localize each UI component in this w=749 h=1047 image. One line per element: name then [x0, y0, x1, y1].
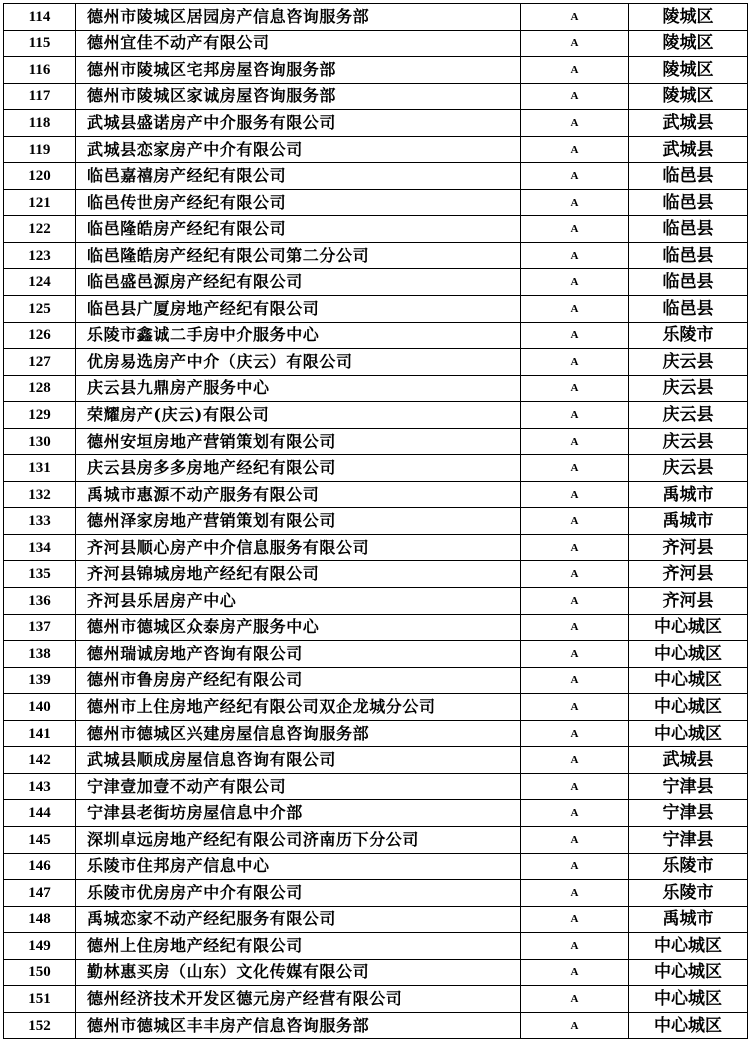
credit-grade: A: [521, 428, 629, 455]
company-name: 宁津县老街坊房屋信息中介部: [76, 800, 521, 827]
table-row: [4, 614, 748, 641]
company-name: 德州市德城区众泰房产服务中心: [76, 614, 521, 641]
table-row: [4, 481, 748, 508]
district-name: 庆云县: [629, 349, 748, 376]
table-row: [4, 83, 748, 110]
row-number: 152: [4, 1012, 76, 1039]
company-name: 武城县盛诺房产中介服务有限公司: [76, 110, 521, 137]
district-name: 庆云县: [629, 455, 748, 482]
district-name: 临邑县: [629, 269, 748, 296]
credit-grade: A: [521, 853, 629, 880]
table-row: [4, 375, 748, 402]
district-name: 禹城市: [629, 906, 748, 933]
district-name: 齐河县: [629, 534, 748, 561]
credit-grade: A: [521, 534, 629, 561]
company-name: 临邑盛邑源房产经纪有限公司: [76, 269, 521, 296]
company-name: 临邑传世房产经纪有限公司: [76, 189, 521, 216]
district-name: 宁津县: [629, 800, 748, 827]
row-number: 129: [4, 402, 76, 429]
credit-grade: A: [521, 375, 629, 402]
table-row: [4, 826, 748, 853]
credit-grade: A: [521, 481, 629, 508]
district-name: 中心城区: [629, 614, 748, 641]
credit-grade: A: [521, 296, 629, 323]
row-number: 124: [4, 269, 76, 296]
row-number: 138: [4, 641, 76, 668]
table-row: [4, 57, 748, 84]
district-name: 武城县: [629, 747, 748, 774]
company-name: 荣耀房产(庆云)有限公司: [76, 402, 521, 429]
row-number: 136: [4, 588, 76, 615]
district-name: 临邑县: [629, 296, 748, 323]
company-name: 齐河县锦城房地产经纪有限公司: [76, 561, 521, 588]
district-name: 宁津县: [629, 773, 748, 800]
credit-grade: A: [521, 269, 629, 296]
credit-grade: A: [521, 800, 629, 827]
district-name: 武城县: [629, 110, 748, 137]
table-row: [4, 1012, 748, 1039]
company-name: 德州市鲁房房产经纪有限公司: [76, 667, 521, 694]
credit-grade: A: [521, 773, 629, 800]
credit-grade: A: [521, 667, 629, 694]
table-row: [4, 986, 748, 1013]
row-number: 143: [4, 773, 76, 800]
credit-grade: A: [521, 30, 629, 57]
table-row: [4, 428, 748, 455]
district-name: 陵城区: [629, 4, 748, 31]
company-name: 德州泽家房地产营销策划有限公司: [76, 508, 521, 535]
row-number: 126: [4, 322, 76, 349]
row-number: 148: [4, 906, 76, 933]
table-row: [4, 588, 748, 615]
row-number: 115: [4, 30, 76, 57]
table-row: [4, 189, 748, 216]
credit-grade: A: [521, 136, 629, 163]
company-name: 德州市德城区兴建房屋信息咨询服务部: [76, 720, 521, 747]
row-number: 128: [4, 375, 76, 402]
row-number: 147: [4, 880, 76, 907]
district-name: 临邑县: [629, 216, 748, 243]
company-name: 禹城市惠源不动产服务有限公司: [76, 481, 521, 508]
district-name: 乐陵市: [629, 880, 748, 907]
district-name: 临邑县: [629, 189, 748, 216]
credit-grade: A: [521, 216, 629, 243]
table-row: [4, 773, 748, 800]
district-name: 中心城区: [629, 694, 748, 721]
row-number: 116: [4, 57, 76, 84]
row-number: 114: [4, 4, 76, 31]
district-name: 乐陵市: [629, 322, 748, 349]
table-row: [4, 906, 748, 933]
district-name: 中心城区: [629, 959, 748, 986]
company-name: 德州经济技术开发区德元房产经营有限公司: [76, 986, 521, 1013]
row-number: 137: [4, 614, 76, 641]
credit-grade: A: [521, 826, 629, 853]
district-name: 中心城区: [629, 933, 748, 960]
district-name: 齐河县: [629, 561, 748, 588]
district-name: 中心城区: [629, 667, 748, 694]
credit-grade: A: [521, 720, 629, 747]
company-name: 临邑县广厦房地产经纪有限公司: [76, 296, 521, 323]
company-name: 齐河县顺心房产中介信息服务有限公司: [76, 534, 521, 561]
table-row: [4, 667, 748, 694]
company-name: 深圳卓远房地产经纪有限公司济南历下分公司: [76, 826, 521, 853]
company-name: 乐陵市鑫诚二手房中介服务中心: [76, 322, 521, 349]
district-name: 庆云县: [629, 375, 748, 402]
company-name: 乐陵市住邦房产信息中心: [76, 853, 521, 880]
table-row: [4, 242, 748, 269]
table-row: [4, 30, 748, 57]
row-number: 150: [4, 959, 76, 986]
company-name: 武城县顺成房屋信息咨询有限公司: [76, 747, 521, 774]
district-name: 中心城区: [629, 1012, 748, 1039]
table-row: [4, 216, 748, 243]
credit-grade: A: [521, 4, 629, 31]
table-row: [4, 322, 748, 349]
table-row: [4, 136, 748, 163]
credit-grade: A: [521, 933, 629, 960]
company-name: 德州市陵城区家诚房屋咨询服务部: [76, 83, 521, 110]
credit-grade: A: [521, 880, 629, 907]
company-name: 临邑隆皓房产经纪有限公司: [76, 216, 521, 243]
company-name: 禹城恋家不动产经纪服务有限公司: [76, 906, 521, 933]
table-body: [4, 4, 748, 1039]
row-number: 125: [4, 296, 76, 323]
district-name: 中心城区: [629, 986, 748, 1013]
district-name: 乐陵市: [629, 853, 748, 880]
row-number: 149: [4, 933, 76, 960]
row-number: 119: [4, 136, 76, 163]
district-name: 陵城区: [629, 83, 748, 110]
credit-grade: A: [521, 455, 629, 482]
row-number: 139: [4, 667, 76, 694]
table-row: [4, 641, 748, 668]
credit-grade: A: [521, 57, 629, 84]
table-row: [4, 933, 748, 960]
table-row: [4, 534, 748, 561]
table-row: [4, 880, 748, 907]
company-name: 武城县恋家房产中介有限公司: [76, 136, 521, 163]
company-name: 德州安垣房地产营销策划有限公司: [76, 428, 521, 455]
table-row: [4, 296, 748, 323]
table-row: [4, 747, 748, 774]
district-name: 陵城区: [629, 57, 748, 84]
credit-grade: A: [521, 906, 629, 933]
table-row: [4, 402, 748, 429]
credit-grade: A: [521, 588, 629, 615]
table-row: [4, 110, 748, 137]
district-name: 宁津县: [629, 826, 748, 853]
row-number: 151: [4, 986, 76, 1013]
table-row: [4, 720, 748, 747]
table-row: [4, 959, 748, 986]
district-name: 中心城区: [629, 641, 748, 668]
credit-grade: A: [521, 747, 629, 774]
table-row: [4, 508, 748, 535]
company-name: 德州市德城区丰丰房产信息咨询服务部: [76, 1012, 521, 1039]
row-number: 142: [4, 747, 76, 774]
company-name: 宁津壹加壹不动产有限公司: [76, 773, 521, 800]
company-name: 德州市陵城区居园房产信息咨询服务部: [76, 4, 521, 31]
district-name: 临邑县: [629, 242, 748, 269]
agency-grade-table: [3, 3, 748, 1039]
company-name: 庆云县房多多房地产经纪有限公司: [76, 455, 521, 482]
row-number: 131: [4, 455, 76, 482]
row-number: 133: [4, 508, 76, 535]
row-number: 122: [4, 216, 76, 243]
company-name: 齐河县乐居房产中心: [76, 588, 521, 615]
row-number: 130: [4, 428, 76, 455]
company-name: 勤林惠买房（山东）文化传媒有限公司: [76, 959, 521, 986]
row-number: 140: [4, 694, 76, 721]
credit-grade: A: [521, 1012, 629, 1039]
table-row: [4, 694, 748, 721]
company-name: 德州瑞诚房地产咨询有限公司: [76, 641, 521, 668]
table-row: [4, 800, 748, 827]
district-name: 齐河县: [629, 588, 748, 615]
table-row: [4, 4, 748, 31]
row-number: 132: [4, 481, 76, 508]
row-number: 117: [4, 83, 76, 110]
company-name: 德州上住房地产经纪有限公司: [76, 933, 521, 960]
credit-grade: A: [521, 561, 629, 588]
district-name: 庆云县: [629, 402, 748, 429]
credit-grade: A: [521, 508, 629, 535]
district-name: 庆云县: [629, 428, 748, 455]
row-number: 120: [4, 163, 76, 190]
credit-grade: A: [521, 163, 629, 190]
credit-grade: A: [521, 959, 629, 986]
company-name: 临邑嘉禧房产经纪有限公司: [76, 163, 521, 190]
credit-grade: A: [521, 641, 629, 668]
credit-grade: A: [521, 986, 629, 1013]
district-name: 陵城区: [629, 30, 748, 57]
district-name: 中心城区: [629, 720, 748, 747]
credit-grade: A: [521, 322, 629, 349]
credit-grade: A: [521, 694, 629, 721]
company-name: 德州宜佳不动产有限公司: [76, 30, 521, 57]
credit-grade: A: [521, 614, 629, 641]
row-number: 144: [4, 800, 76, 827]
credit-grade: A: [521, 189, 629, 216]
company-name: 庆云县九鼎房产服务中心: [76, 375, 521, 402]
company-name: 乐陵市优房房产中介有限公司: [76, 880, 521, 907]
company-name: 优房易选房产中介（庆云）有限公司: [76, 349, 521, 376]
company-name: 德州市上住房地产经纪有限公司双企龙城分公司: [76, 694, 521, 721]
table-row: [4, 853, 748, 880]
table-row: [4, 269, 748, 296]
district-name: 禹城市: [629, 481, 748, 508]
row-number: 141: [4, 720, 76, 747]
credit-grade: A: [521, 402, 629, 429]
row-number: 127: [4, 349, 76, 376]
district-name: 禹城市: [629, 508, 748, 535]
row-number: 121: [4, 189, 76, 216]
table-row: [4, 163, 748, 190]
row-number: 146: [4, 853, 76, 880]
district-name: 武城县: [629, 136, 748, 163]
credit-grade: A: [521, 349, 629, 376]
row-number: 145: [4, 826, 76, 853]
table-row: [4, 561, 748, 588]
table-row: [4, 455, 748, 482]
credit-grade: A: [521, 242, 629, 269]
company-name: 德州市陵城区宅邦房屋咨询服务部: [76, 57, 521, 84]
credit-grade: A: [521, 83, 629, 110]
table-row: [4, 349, 748, 376]
row-number: 135: [4, 561, 76, 588]
credit-grade: A: [521, 110, 629, 137]
company-name: 临邑隆皓房产经纪有限公司第二分公司: [76, 242, 521, 269]
row-number: 118: [4, 110, 76, 137]
row-number: 134: [4, 534, 76, 561]
row-number: 123: [4, 242, 76, 269]
district-name: 临邑县: [629, 163, 748, 190]
